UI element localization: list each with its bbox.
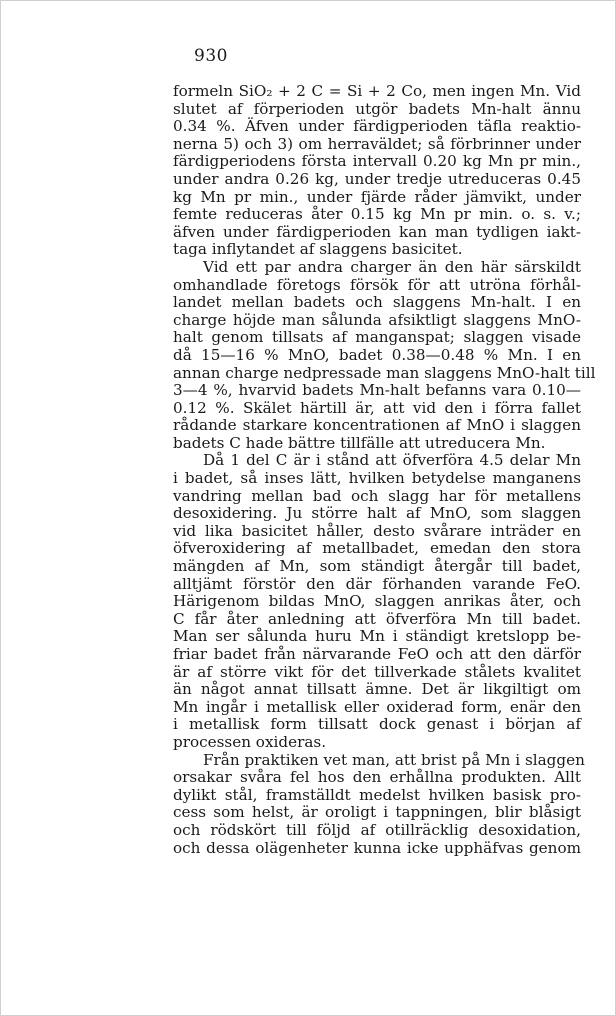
text-line: Vid ett par andra charger än den här särskildt xyxy=(203,257,581,276)
text-line: mängden af Mn, som ständigt återgår till badet, xyxy=(173,557,581,576)
text-line: 0.12 %. Skälet härtill är, att vid den i förra fallet xyxy=(173,398,581,417)
text-line: halt genom tillsats af manganspat; slaggen visade xyxy=(173,328,581,347)
paragraph-1 xyxy=(173,83,581,259)
text-line: äfven under färdigperioden kan man tydligen iakt- xyxy=(173,222,581,241)
text-line: Mn ingår i metallisk eller oxiderad form, enär den xyxy=(173,697,581,716)
text-line: charge höjde man sålunda afsiktligt slaggens MnO- xyxy=(173,310,581,329)
text-line: 0.34 %. Äfven under färdigperioden täfla reaktio- xyxy=(173,117,581,136)
text-line: Man ser sålunda huru Mn i ständigt kretslopp be- xyxy=(173,627,581,646)
text-line: i metallisk form tillsatt dock genast i början af xyxy=(173,715,581,734)
text-line: Då 1 del C är i stånd att öfverföra 4.5 delar Mn xyxy=(203,451,581,470)
paragraph-4 xyxy=(173,750,585,858)
text-line: formeln SiO₂ + 2 C = Si + 2 Co, men ingen Mn. Vid xyxy=(173,82,581,100)
body-text xyxy=(173,82,596,857)
text-line: rådande starkare koncentrationen af MnO i slaggen xyxy=(173,416,581,435)
text-line: öfveroxidering af metallbadet, emedan den stora xyxy=(173,539,581,558)
text-line: alltjämt förstör den där förhanden varande FeO. xyxy=(173,574,581,593)
text-line: 3—4 %, hvarvid badets Mn-halt befanns vara 0.10— xyxy=(173,381,581,400)
text-line: än något annat tillsatt ämne. Det är likgiltigt om xyxy=(173,680,581,699)
text-line: processen oxideras. xyxy=(173,732,327,751)
text-line: taga inflytandet af slaggens basicitet. xyxy=(173,240,463,259)
text-line: Från praktiken vet man, att brist på Mn i slaggen xyxy=(203,750,585,769)
text-line: dylikt stål, framställdt medelst hvilken basisk pro- xyxy=(173,785,581,804)
text-line: är af större vikt för det tillverkade stålets kvalitet xyxy=(173,662,581,681)
paragraph-2 xyxy=(173,257,596,453)
text-line: Härigenom bildas MnO, slaggen anrikas åter, och xyxy=(173,592,581,611)
text-line: och rödskört till följd af otillräcklig desoxidation, xyxy=(173,820,581,839)
text-line: orsakar svåra fel hos den erhållna produkten. Allt xyxy=(173,768,581,787)
text-line: färdigperiodens första intervall 0.20 kg Mn pr min., xyxy=(173,152,581,171)
text-line: vid lika basicitet håller, desto svårare inträder en xyxy=(173,521,581,540)
text-line: och dessa olägenheter kunna icke upphäfvas genom xyxy=(173,838,581,857)
text-line: cess som helst, är oroligt i tappningen, blir blåsigt xyxy=(173,803,581,822)
page-number: 930 xyxy=(194,46,228,66)
text-line: nerna 5) och 3) om herraväldet; så förbrinner under xyxy=(173,134,581,153)
text-line: annan charge nedpressade man slaggens MnO-halt till xyxy=(173,363,596,382)
paragraph-3 xyxy=(173,452,581,751)
text-line: C får åter anledning att öfverföra Mn till badet. xyxy=(173,609,581,628)
text-line: slutet af förperioden utgör badets Mn-halt ännu xyxy=(173,99,581,118)
text-line: då 15—16 % MnO, badet 0.38—0.48 % Mn. I en xyxy=(173,345,581,364)
text-line: landet mellan badets och slaggens Mn-halt. I en xyxy=(173,293,581,312)
text-line: desoxidering. Ju större halt af MnO, som slaggen xyxy=(173,504,581,523)
text-line: under andra 0.26 kg, under tredje utreduceras 0.45 xyxy=(173,169,581,188)
text-line: kg Mn pr min., under fjärde råder jämvikt, under xyxy=(173,187,581,206)
text-line: omhandlade företogs försök för att utröna förhål- xyxy=(173,275,581,294)
text-line: vandring mellan bad och slagg har för metallens xyxy=(173,486,581,505)
text-line: i badet, så inses lätt, hvilken betydelse manganens xyxy=(173,469,581,488)
text-line: badets C hade bättre tillfälle att utreducera Mn. xyxy=(173,433,546,452)
text-line: femte reduceras åter 0.15 kg Mn pr min. o. s. v.; xyxy=(173,205,581,224)
text-line: friar badet från närvarande FeO och att den därför xyxy=(173,645,581,663)
